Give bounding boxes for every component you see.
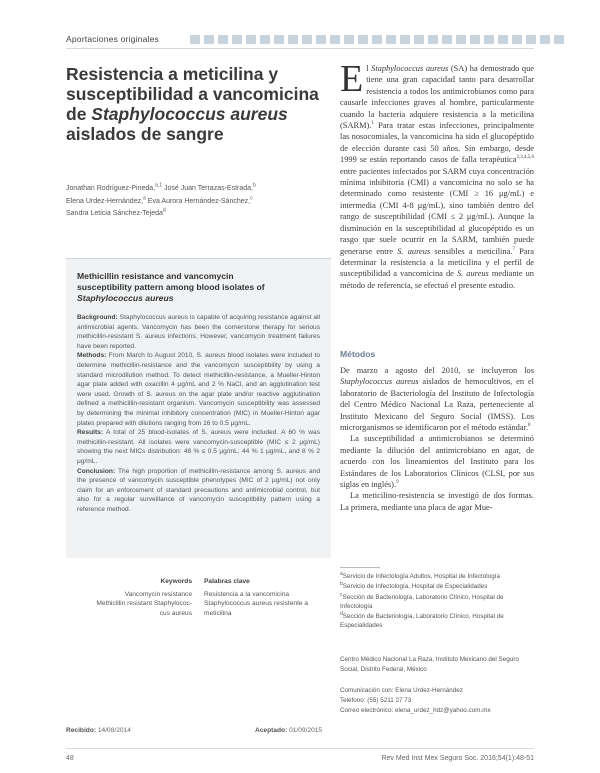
page-number: 48 <box>66 755 74 762</box>
methods-text: De marzo a agosto del 2010, se incluyeron los Staphylococcus aureus aislados de hemocultivos, en el laboratorio de Bacteriología del Instituto de Infectología del Centro Médico Nacional La Raza, perteneciente al Instituto Mexicano del Seguro Social (IMSS). Los microrganismos se identificaron por el método estándar.$^8$ La susceptibilidad a antimicrobianos se determinó mediante la dilución del antimicrobiano en agar, de acuerdo con los lineamientos del Instituto para los Estándares de los Laboratorios Clínicos (CLSI, por sus siglas en inglés).$^9$ La meticilino-resistencia se investigó de dos formas. La primera, mediante una placa de agar Mue- <box>340 366 534 512</box>
journal-citation: Rev Med Inst Mex Seguro Soc. 2016;54(1):48-51 <box>381 755 534 762</box>
institution: Centro Médico Nacional La Raza, Instituto Mexicano del Seguro Social, Distrito Federal, México <box>340 656 519 673</box>
accepted-date: Aceptado: 01/09/2015 <box>255 727 323 734</box>
abstract-conclusion: Conclusion: The high proportion of methicillin-resistance among S. aureus and the presence of vancomycin susceptible phenotypes (MIC of 2 μg/mL) not only claim for an enforcement of standard precautions and antimicrobial control, but also for a regular surveillance of vancomycin susceptibility pattern using a reference method. <box>77 467 320 513</box>
abstract-methods: Methods: From March to August 2010, S. aureus blood isolates were included to determine methicillin-resistance and the vancomycin susceptibility by using a standard microdilution method. To detect methicillin-resistance, a Mueller-Hinton agar plate added with oxacillin 4 μg/mL and 2 % NaCl, and an agglutination test were used. Growth of S. aureus on the agar plate and/or reactive agglutination defined a methicillin-resistant organism. Vancomycin susceptibility was assessed by determining the minimal inhibitory concentration (MIC) in Mueller-Hinton agar plates prepared with dilutions ranging from 16 to 0.5 μg/mL. <box>77 352 320 427</box>
header-decoration <box>190 35 564 44</box>
header-rule <box>66 48 534 49</box>
received-date: Recibido: 14/08/2014 <box>66 727 131 734</box>
drop-cap: E <box>340 58 364 100</box>
abstract-background: Background: Staphylococcus aureus is capable of acquiring resistance against all antimicrobial agents. Vancomycin has been the cornerstone therapy for serious methicillin-resistant S. aureus infections. However, vancomycin treatment failures have been reported. <box>77 314 320 350</box>
english-abstract <box>66 258 331 558</box>
affiliation-rule <box>340 567 380 568</box>
abstract-body <box>77 313 320 514</box>
section-label: Aportaciones originales <box>66 34 159 44</box>
keywords-spanish: Palabras clave Resistencia a la vancomicina Staphylococcus aureus resistente a meticilina <box>204 578 309 617</box>
abstract-title: Methicillin resistance and vancomycin susceptibility pattern among blood isolates of Staphylococcus aureus <box>77 271 265 303</box>
intro-text: El Staphylococcus aureus (SA) ha demostrado que tiene una gran capacidad tanto para desarrollar resistencia a todos los antimicrobianos como para causarle infecciones graves al hombre, particularmente cuando la bacteria adquiere resistencia a la meticilina (SARM).$^1$ Para tratar estas infecciones, principalmente las nosocomiales, la vancomicina ha sido el glucopéptido de elección durante casi 50 años. Sin embargo, desde 1999 se están reportando casos de falla terapéutica$^{2,3,4,5,6}$ entre pacientes infectados por SARM cuya concentración mínima inhibitoria (CMI) a vancomicina no solo se ha determinado como resistente (CMI ≥ 16 μg/mL) e intermedia (CMI 4-8 μg/mL), sino también dentro del rango de susceptibilidad (CMI ≤ 2 μg/mL). Aunque la disminución en la susceptibilidad al glucopéptido es un rasgo que suele ocurrir en la SARM, también puede generarse entre S. aureus sensibles a meticilina.$^7$ Para determinar la resistencia a la meticilina y el perfil de susceptibilidad a vancomicina de S. aureus mediante un método de referencia, se efectuó el presente estudio. <box>340 58 535 290</box>
footer-rule <box>66 748 534 749</box>
contact-info: Comunicación con: Elena Urdez-Hernández Teléfono: (55) 5211 27 73 Correo electrónico: elena_urdez_hdz@yahoo.com.mx <box>340 687 491 714</box>
abstract-results: Results: A total of 25 blood-isolates of S. aureus were included. A 60 % was methicillin-resistant. All isolates were vancomycin-susceptible (MIC ≤ 2 μg/mL) showing the next MICs distribution: 48 % ≤ 0.5 μg/mL; 44 % 1 μg/mL, and 8 % 2 μg/mL. <box>77 429 320 465</box>
methods-heading: Métodos <box>340 349 376 359</box>
affiliations: $^a$Servicio de Infectología Adultos, Hospital de Infectología $^b$Servicio de Infectología, Hospital de Especialidades $^c$Sección de Bacteriología, Laboratorio Clínico, Hospital de Infectología $^d$Sección de Bacteriología, Laboratorio Clínico, Hospital de Especialidades <box>340 570 504 630</box>
article-title: Resistencia a meticilina y susceptibilidad a vancomicina de Staphylococcus aureus aislados de sangre <box>66 64 319 144</box>
keywords-english: Keywords Vancomycin resistance Methicillin resistant Staphylococ- cus aureus <box>96 578 192 617</box>
author-list: Jonathan Rodríguez-Pineda,$^{a,1}$ José Juan Terrazas-Estrada,$^b$ Elena Urdez-Hernández,$^a$ Eva Aurora Hernández-Sánchez,$^c$ Sandra Leticia Sánchez-Tejeda$^d$ <box>66 182 256 217</box>
